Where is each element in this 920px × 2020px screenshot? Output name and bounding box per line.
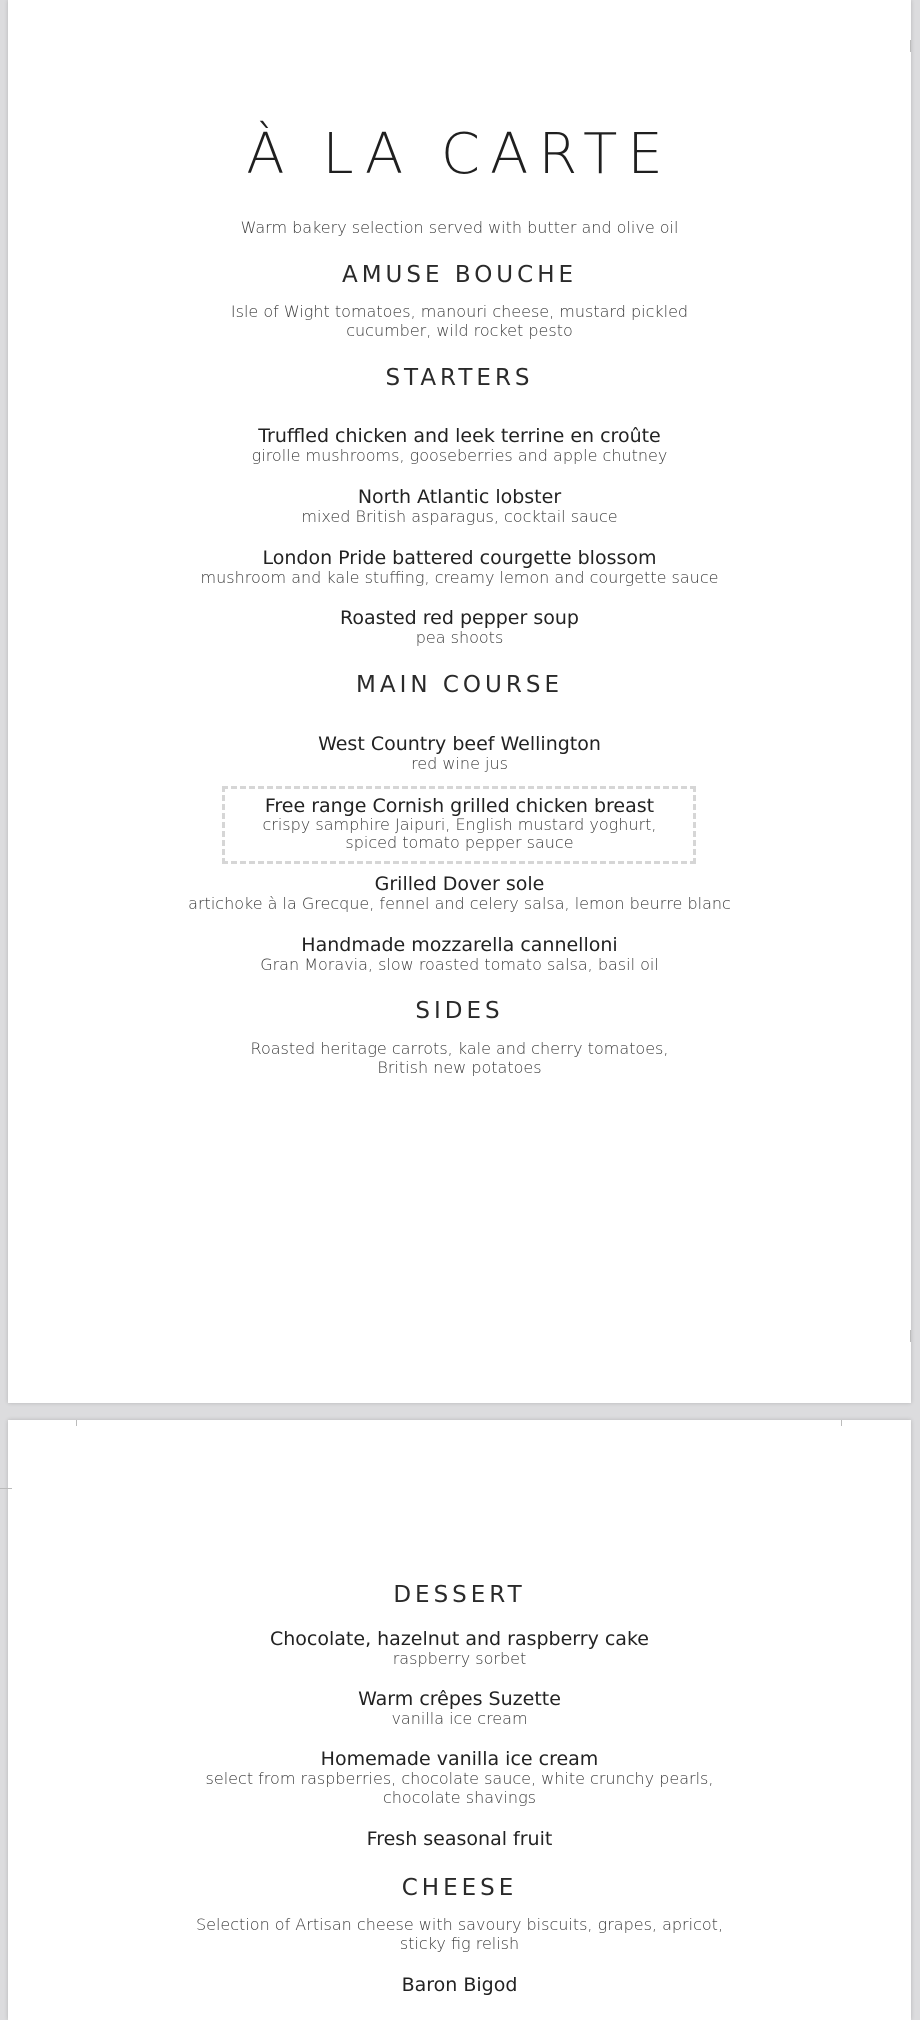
crop-mark [910, 40, 911, 52]
section-heading-main-course: MAIN COURSE [356, 672, 563, 698]
menu-title: À LA CARTE [246, 122, 673, 187]
menu-page-1 [8, 0, 911, 1403]
dish-name: Chocolate, hazelnut and raspberry cake [270, 1628, 649, 1650]
crop-mark [910, 1330, 911, 1342]
crop-mark [76, 1420, 77, 1426]
dish-name: Grilled Dover sole [374, 873, 545, 895]
cheese-line-1: Selection of Artisan cheese with savoury biscuits, grapes, apricot, [195, 1915, 724, 1934]
dish-description: crispy samphire Jaipuri, English mustard yoghurt, [262, 815, 657, 834]
dish-name: Roasted red pepper soup [340, 607, 579, 629]
amuse-line-2: cucumber, wild rocket pesto [346, 321, 573, 340]
dish-name: Warm crêpes Suzette [358, 1688, 561, 1710]
cheese-line-2: sticky fig relish [399, 1934, 520, 1953]
dish-description: vanilla ice cream [391, 1709, 528, 1728]
dish-name: Free range Cornish grilled chicken breast [264, 795, 655, 817]
amuse-line-1: Isle of Wight tomatoes, manouri cheese, mustard pickled [230, 302, 689, 321]
dish-description: raspberry sorbet [392, 1649, 527, 1668]
dish-name: West Country beef Wellington [318, 733, 601, 755]
section-heading-starters: STARTERS [385, 365, 534, 391]
crop-mark [0, 1488, 12, 1489]
dish-name: Baron Bigod [401, 1974, 518, 1996]
menu-page-2 [8, 1420, 911, 2020]
dish-name: North Atlantic lobster [357, 486, 562, 508]
dish-description: artichoke à la Grecque, fennel and celery salsa, lemon beurre blanc [188, 894, 731, 913]
dish-name: Handmade mozzarella cannelloni [301, 934, 618, 956]
crop-mark [841, 1420, 842, 1426]
dish-name: London Pride battered courgette blossom [262, 547, 657, 569]
intro-text: Warm bakery selection served with butter and olive oil [240, 218, 679, 237]
dish-name: Truffled chicken and leek terrine en croûte [258, 425, 661, 447]
section-heading-cheese: CHEESE [401, 1875, 518, 1901]
dish-description-line-2: chocolate shavings [382, 1788, 537, 1807]
dish-description-line-2: spiced tomato pepper sauce [345, 833, 574, 852]
dish-description: select from raspberries, chocolate sauce, white crunchy pearls, [205, 1769, 714, 1788]
sides-line-1: Roasted heritage carrots, kale and cherry tomatoes, [250, 1039, 669, 1058]
section-heading-sides: SIDES [415, 998, 504, 1024]
dish-description: pea shoots [415, 628, 504, 647]
dish-description: mushroom and kale stuffing, creamy lemon and courgette sauce [200, 568, 719, 587]
section-heading-amuse-bouche: AMUSE BOUCHE [341, 262, 578, 288]
dish-description: Gran Moravia, slow roasted tomato salsa, basil oil [260, 955, 659, 974]
dish-name: Homemade vanilla ice cream [320, 1748, 599, 1770]
sides-line-2: British new potatoes [377, 1058, 542, 1077]
dish-description: red wine jus [411, 754, 508, 773]
dish-description: girolle mushrooms, gooseberries and apple chutney [251, 446, 668, 465]
section-heading-dessert: DESSERT [393, 1582, 526, 1608]
dish-description: mixed British asparagus, cocktail sauce [301, 507, 618, 526]
dish-name: Fresh seasonal fruit [366, 1828, 553, 1850]
